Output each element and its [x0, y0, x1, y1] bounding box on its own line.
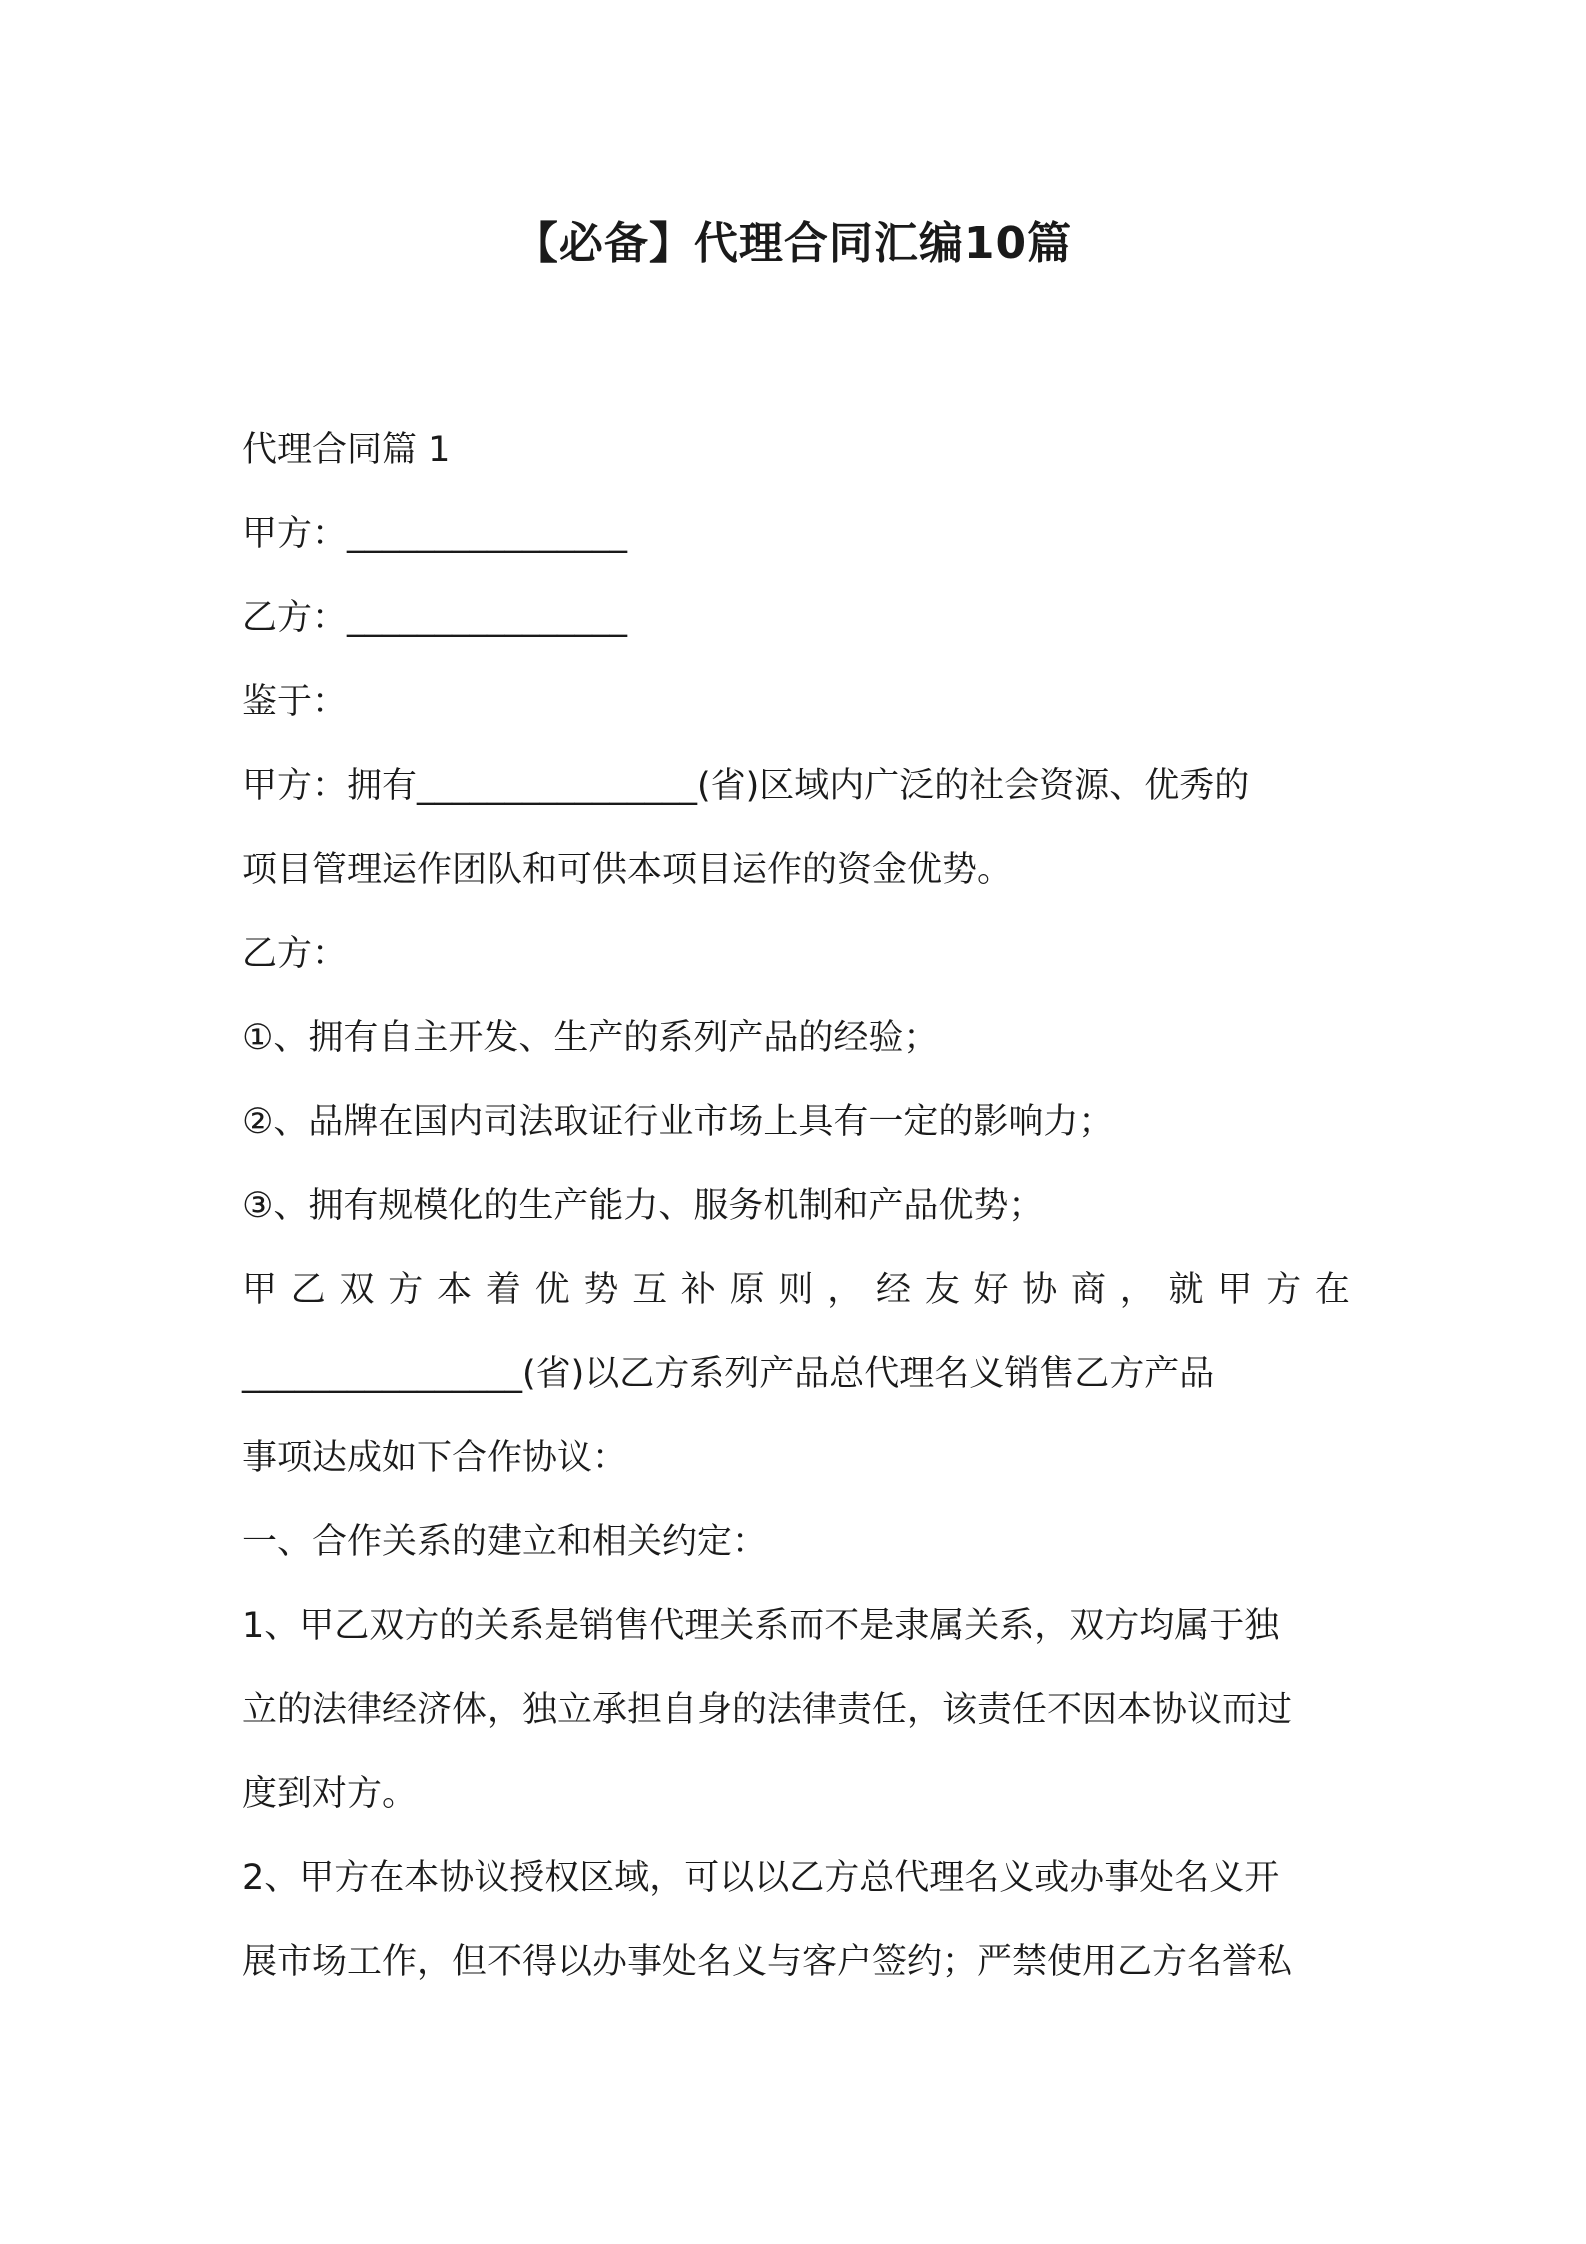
justified-char: 在 — [1314, 1270, 1350, 1310]
section-heading: 代理合同篇 1 — [242, 430, 451, 470]
paragraph-line: 1、甲乙双方的关系是销售代理关系而不是隶属关系，双方均属于独 — [242, 1606, 1280, 1646]
justified-char: 就 — [1168, 1270, 1204, 1310]
justified-char: 优 — [534, 1270, 570, 1310]
paragraph-line: 事项达成如下合作协议： — [242, 1438, 628, 1478]
justified-char: 好 — [973, 1270, 1009, 1310]
list-item: ②、品牌在国内司法取证行业市场上具有一定的影响力； — [242, 1102, 1114, 1142]
justified-char: 乙 — [290, 1270, 326, 1310]
justified-char: 互 — [632, 1270, 668, 1310]
justified-char: 友 — [924, 1270, 960, 1310]
justified-char: 甲 — [1217, 1270, 1253, 1310]
justified-char: 甲 — [242, 1270, 278, 1310]
party-a-line: 甲方：________________ — [242, 514, 628, 554]
justified-char: 补 — [680, 1270, 716, 1310]
justified-char: 着 — [485, 1270, 521, 1310]
justified-char: 商 — [1071, 1270, 1107, 1310]
justified-char: ， — [827, 1270, 863, 1310]
party-b-line: 乙方：________________ — [242, 598, 628, 638]
paragraph-line-justified — [242, 1248, 1350, 1332]
justified-char: ， — [1119, 1270, 1155, 1310]
justified-char: 协 — [1022, 1270, 1058, 1310]
whereas-line: 鉴于： — [242, 682, 348, 722]
document-title: 【必备】代理合同汇编10篇 — [513, 218, 1073, 269]
paragraph-line: 2、甲方在本协议授权区域，可以以乙方总代理名义或办事处名义开 — [242, 1858, 1280, 1898]
justified-char: 经 — [875, 1270, 911, 1310]
justified-char: 势 — [583, 1270, 619, 1310]
justified-char: 方 — [388, 1270, 424, 1310]
paragraph-line: 项目管理运作团队和可供本项目运作的资金优势。 — [242, 850, 1013, 890]
paragraph-line: 展市场工作，但不得以办事处名义与客户签约；严禁使用乙方名誉私 — [242, 1942, 1293, 1982]
justified-char: 则 — [778, 1270, 814, 1310]
paragraph-line: 甲方：拥有________________(省)区域内广泛的社会资源、优秀的 — [242, 766, 1250, 806]
paragraph-line: ________________(省)以乙方系列产品总代理名义销售乙方产品 — [242, 1354, 1215, 1394]
list-item: ①、拥有自主开发、生产的系列产品的经验； — [242, 1018, 939, 1058]
clause-heading: 一、合作关系的建立和相关约定： — [242, 1522, 768, 1562]
paragraph-line: 立的法律经济体，独立承担自身的法律责任，该责任不因本协议而过 — [242, 1690, 1293, 1730]
party-b-heading: 乙方： — [242, 934, 348, 974]
justified-char: 原 — [729, 1270, 765, 1310]
justified-char: 本 — [437, 1270, 473, 1310]
justified-char: 双 — [339, 1270, 375, 1310]
document-body — [242, 408, 1350, 2004]
paragraph-line: 度到对方。 — [242, 1774, 418, 1814]
list-item: ③、拥有规模化的生产能力、服务机制和产品优势； — [242, 1186, 1044, 1226]
justified-char: 方 — [1266, 1270, 1302, 1310]
